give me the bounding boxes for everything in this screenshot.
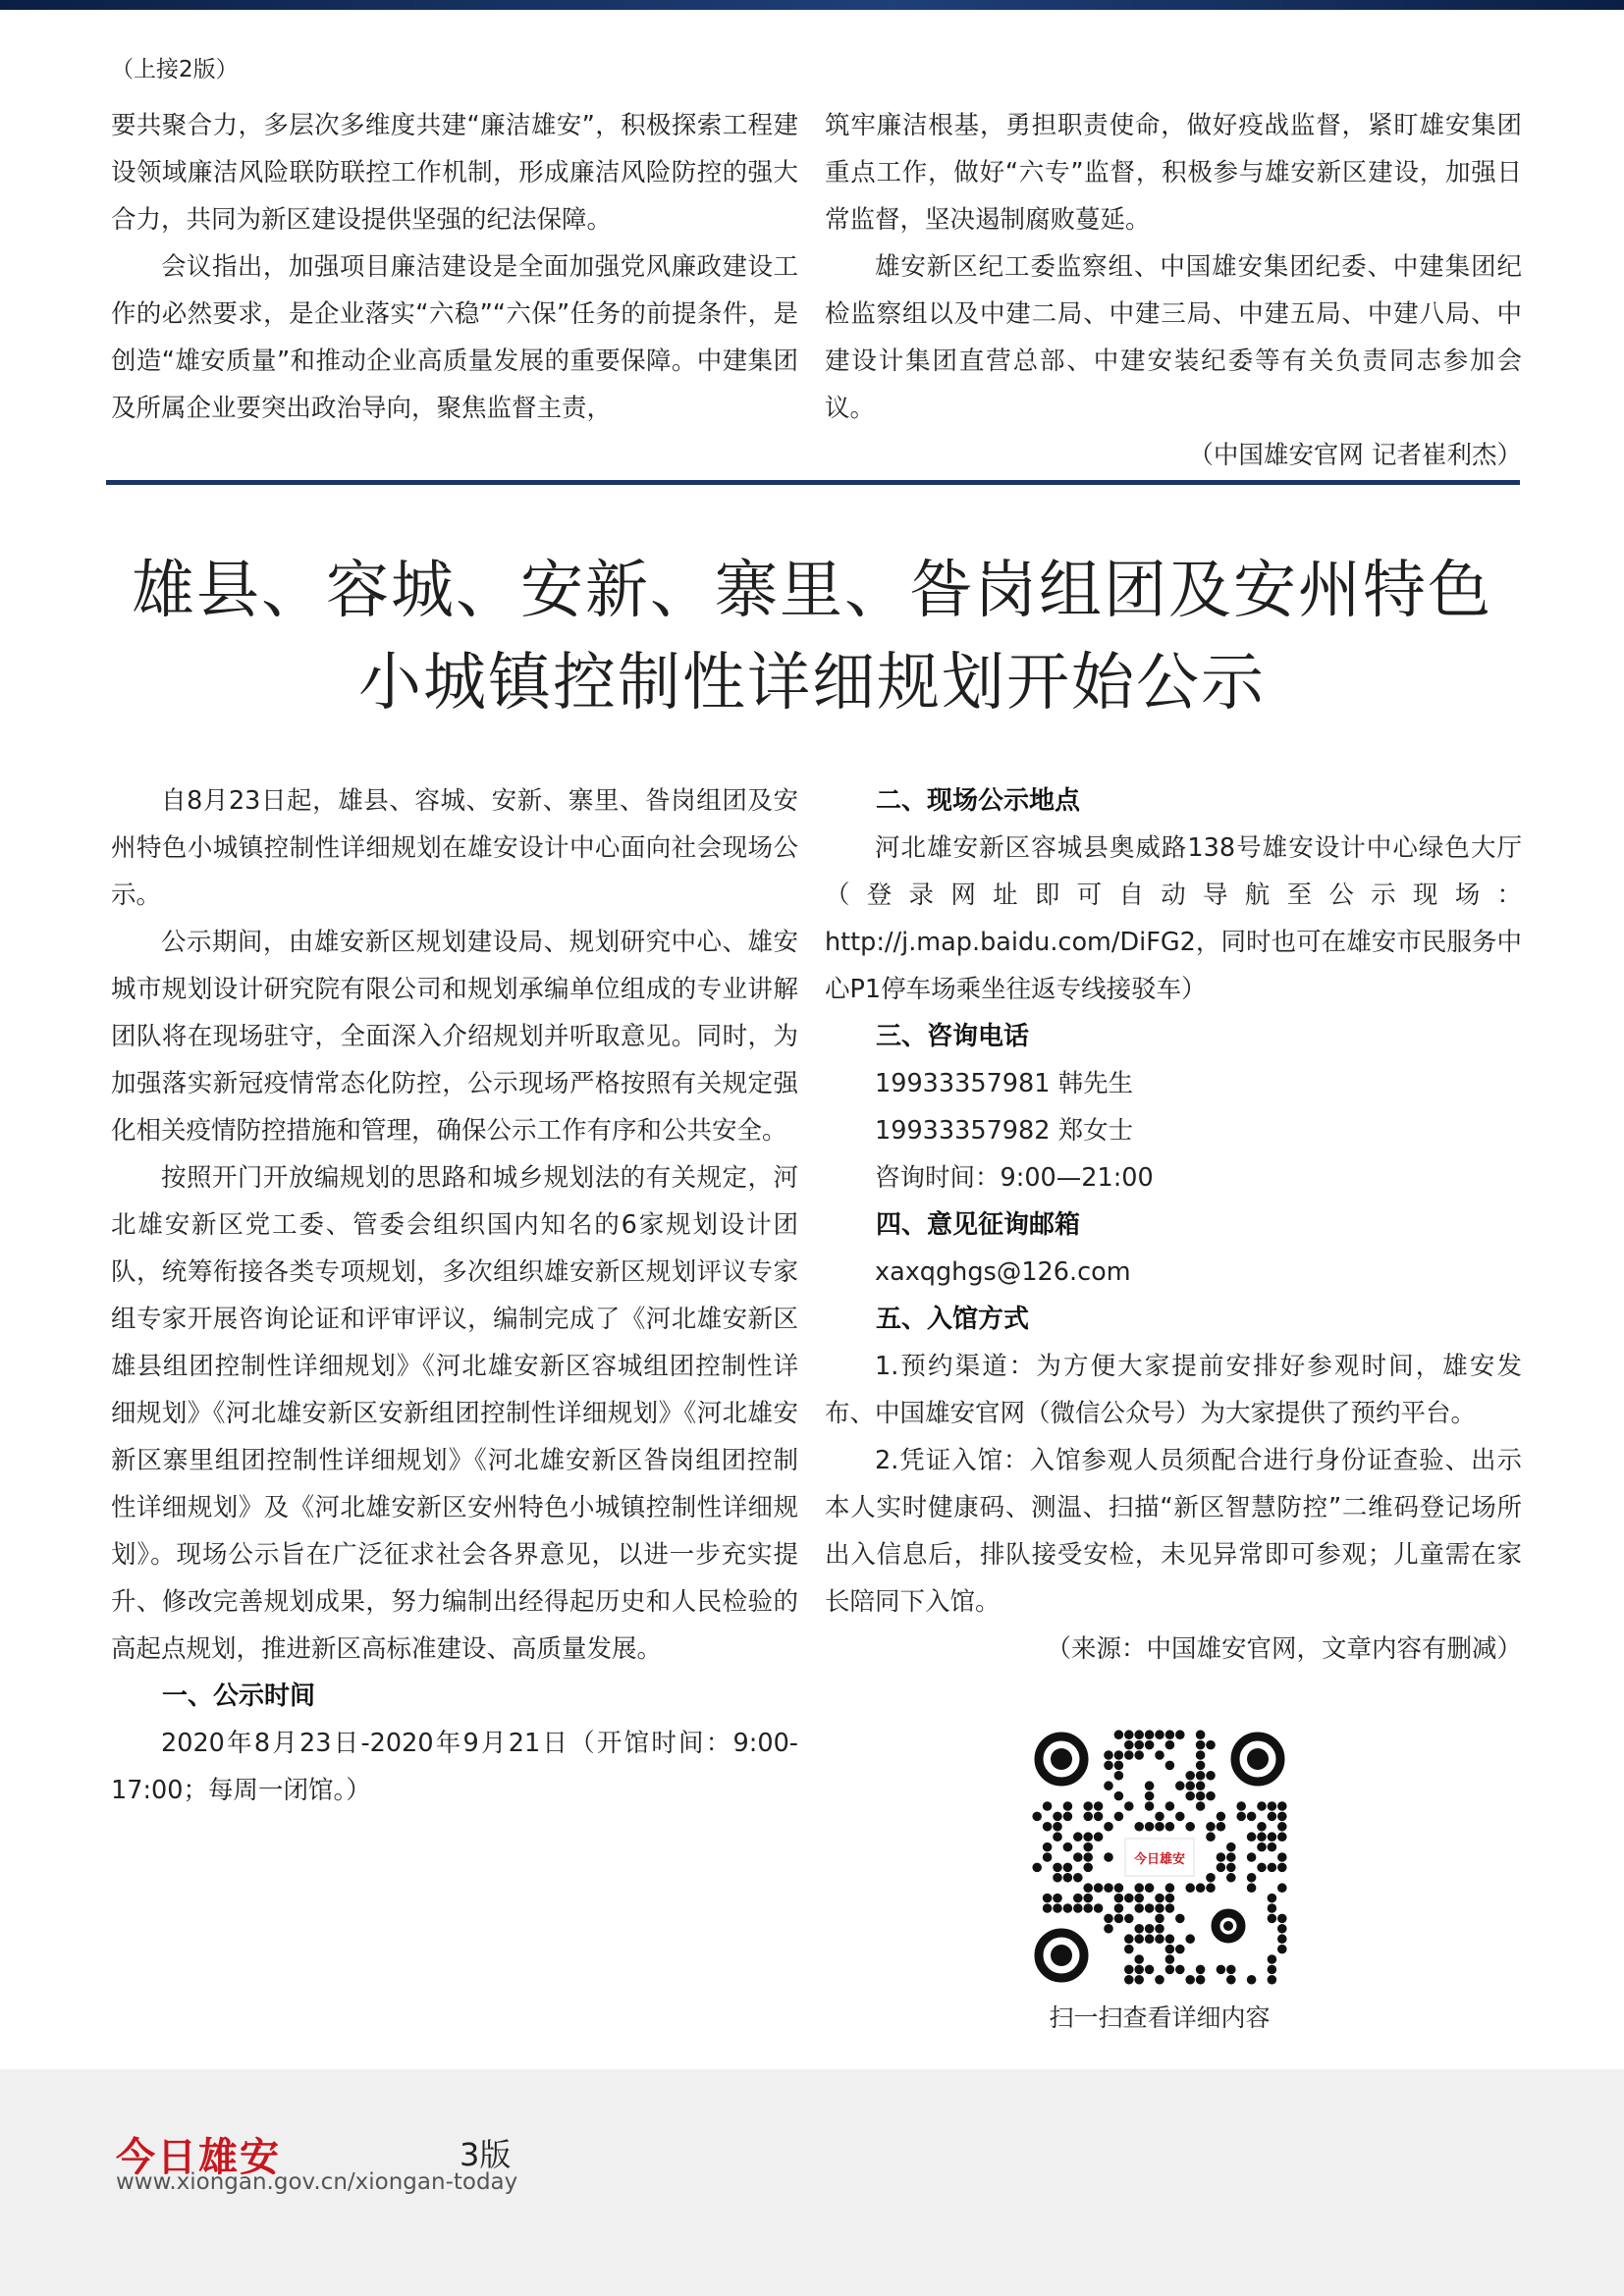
qr-code-block [1027,1730,1292,2034]
article-headline [59,545,1565,729]
consult-hours: 咨询时间：9:00—21:00 [875,1163,1154,1193]
qr-module [1134,1750,1144,1760]
qr-module [1257,1863,1267,1873]
qr-module [1114,1903,1124,1913]
qr-module [1145,1934,1155,1944]
qr-module [1114,1914,1124,1924]
qr-module [1175,1781,1185,1790]
page-number: 3版 [460,2136,512,2173]
section-text-time: 2020年8月23日-2020年9月21日（开馆时间：9:00-17:00；每周一闭馆。） [111,1729,798,1805]
qr-module [1185,1883,1195,1893]
qr-module [1247,1975,1257,1985]
qr-module [1114,1750,1124,1760]
qr-module [1124,1894,1134,1903]
qr-module [1165,1822,1175,1832]
qr-module [1053,1903,1062,1913]
qr-module [1083,1832,1093,1842]
qr-module [1114,1883,1124,1893]
qr-module [1165,1965,1175,1975]
qr-module [1104,1781,1113,1790]
qr-module [1196,1883,1206,1893]
qr-module [1226,1975,1236,1985]
qr-module [1083,1852,1093,1862]
qr-module [1134,1965,1144,1975]
qr-module [1134,1975,1144,1985]
qr-module [1063,1903,1073,1913]
qr-module [1226,1873,1236,1883]
qr-module [1094,1883,1104,1893]
qr-module [1175,1812,1185,1822]
qr-module [1185,1791,1195,1801]
qr-module [1196,1740,1206,1750]
qr-module [1155,1822,1164,1832]
qr-module [1124,1975,1134,1985]
qr-module [1145,1791,1155,1801]
qr-module [1063,1801,1073,1811]
qr-module [1104,1822,1113,1832]
section-divider [106,480,1520,485]
qr-module [1053,1812,1062,1822]
qr-module [1155,1894,1164,1903]
qr-module [1206,1771,1216,1781]
qr-module [1165,1894,1175,1903]
qr-module [1165,1730,1175,1739]
qr-module [1094,1812,1104,1822]
qr-caption: 扫一扫查看详细内容 [1049,2003,1271,2032]
qr-module [1124,1750,1134,1760]
qr-module [1268,1975,1277,1985]
qr-module [1277,1801,1287,1811]
qr-module [1206,1873,1216,1883]
qr-module [1134,1924,1144,1934]
qr-module [1053,1873,1062,1883]
qr-module [1226,1842,1236,1852]
qr-module [1217,1965,1226,1975]
qr-module [1053,1863,1062,1873]
section-text-location: 河北雄安新区容城县奥威路138号雄安设计中心绿色大厅（登录网址即可自动导航至公示现场：http://j.map.baidu.com/DiFG2，同时也可在雄安市民服务中心P1停车场乘坐往返专线接驳车） [825,833,1522,1004]
qr-module [1217,1812,1226,1822]
qr-module [1155,1730,1164,1739]
qr-module [1277,1822,1287,1832]
qr-module [1134,1822,1144,1832]
qr-module [1145,1730,1155,1739]
qr-module [1155,1812,1164,1822]
qr-module [1247,1832,1257,1842]
qr-module [1175,1914,1185,1924]
qr-module [1277,1852,1287,1862]
qr-module [1043,1852,1053,1862]
qr-module [1124,1965,1134,1975]
article-paragraph-1: 自8月23日起，雄县、容城、安新、寨里、昝岗组团及安州特色小城镇控制性详细规划在雄安设计中心面向社会现场公示。 [111,786,798,910]
qr-module [1185,1975,1195,1985]
qr-module [1268,1842,1277,1852]
qr-module [1196,1781,1206,1790]
qr-module [1063,1873,1073,1883]
section-title-time: 一、公示时间 [162,1682,316,1711]
qr-module [1043,1903,1053,1913]
qr-module [1165,1740,1175,1750]
qr-module [1104,1883,1113,1893]
headline-line-2: 小城镇控制性详细规划开始公示 [358,647,1266,720]
qr-module [1145,1801,1155,1811]
qr-module [1268,1894,1277,1903]
qr-module [1155,1975,1164,1985]
qr-module [1257,1801,1267,1811]
qr-module [1257,1832,1267,1842]
entry-reservation: 1.预约渠道：为方便大家提前安排好参观时间，雄安发布、中国雄安官网（微信公众号）为大家提供了预约平台。 [825,1352,1522,1428]
qr-module [1165,1801,1175,1811]
qr-module [1226,1863,1236,1873]
qr-module [1155,1903,1164,1913]
qr-module [1083,1842,1093,1852]
qr-module [1268,1965,1277,1975]
qr-module [1206,1822,1216,1832]
qr-module [1134,1894,1144,1903]
qr-module [1145,1903,1155,1913]
prev-paragraph-1: 要共聚合力，多层次多维度共建“廉洁雄安”，积极探索工程建设领域廉洁风险联防联控工作机制，形成廉洁风险防控的强大合力，共同为新区建设提供坚强的纪法保障。 [111,111,798,235]
qr-module [1185,1781,1195,1790]
qr-module [1124,1945,1134,1954]
qr-module [1175,1730,1185,1739]
qr-module [1104,1914,1113,1924]
qr-module [1053,1822,1062,1832]
qr-module [1124,1740,1134,1750]
qr-module [1277,1863,1287,1873]
headline-line-1: 雄县、容城、安新、寨里、昝岗组团及安州特色 [132,555,1492,627]
qr-module [1083,1883,1093,1893]
qr-module [1206,1883,1216,1893]
qr-module [1053,1832,1062,1842]
qr-module [1083,1863,1093,1873]
continuation-note: （上接2版） [111,57,239,82]
prev-paragraph-2: 会议指出，加强项目廉洁建设是全面加强党风廉政建设工作的必然要求，是企业落实“六稳”“六保”任务的前提条件，是创造“雄安质量”和推动企业高质量发展的重要保障。中建集团及所属企业要突出政治导向，聚焦监督主责， [111,252,798,423]
qr-module [1104,1750,1113,1760]
entry-verification: 2.凭证入馆：入馆参观人员须配合进行身份证查验、出示本人实时健康码、测温、扫描“新区智慧防控”二维码登记场所出入信息后，排队接受安检，未见异常即可参观；儿童需在家长陪同下入馆。 [825,1446,1522,1617]
qr-module [1073,1903,1083,1913]
qr-module [1083,1801,1093,1811]
qr-module [1134,1954,1144,1964]
qr-module [1185,1934,1195,1944]
qr-module [1083,1894,1093,1903]
qr-module [1236,1801,1246,1811]
qr-module [1268,1903,1277,1913]
article-paragraph-2: 公示期间，由雄安新区规划建设局、规划研究中心、雄安城市规划设计研究院有限公司和规划承编单位组成的专业讲解团队将在现场驻守，全面深入介绍规划并听取意见。同时，为加强落实新冠疫情常态化防控，公示现场严格按照有关规定强化相关疫情防控措施和管理，确保公示工作有序和公共安全。 [111,928,798,1146]
qr-module [1268,1801,1277,1811]
qr-module [1134,1740,1144,1750]
qr-module [1268,1832,1277,1842]
qr-module [1185,1771,1195,1781]
qr-module [1124,1914,1134,1924]
qr-module [1196,1975,1206,1985]
qr-module [1124,1730,1134,1739]
qr-module [1175,1945,1185,1954]
qr-module [1155,1914,1164,1924]
qr-module [1094,1903,1104,1913]
qr-module [1145,1822,1155,1832]
qr-module [1226,1965,1236,1975]
qr-module [1114,1791,1124,1801]
qr-module [1124,1934,1134,1944]
qr-module [1217,1863,1226,1873]
qr-module [1155,1934,1164,1944]
qr-module [1196,1730,1206,1739]
footer-url[interactable]: www.xiongan.gov.cn/xiongan-today [116,2169,518,2195]
qr-module [1104,1852,1113,1862]
qr-module [1104,1761,1113,1771]
article-right-column [825,777,1522,1673]
qr-module [1268,1812,1277,1822]
qr-module [1134,1903,1144,1913]
qr-center-logo: 今日雄安 [1133,1852,1186,1867]
qr-module [1277,1883,1287,1893]
section-title-phone: 三、咨询电话 [876,1022,1030,1051]
prev-article-byline: （中国雄安官网 记者崔利杰） [1188,441,1522,470]
qr-module [1247,1883,1257,1893]
qr-module [1277,1934,1287,1944]
qr-module [1043,1894,1053,1903]
qr-module [1277,1945,1287,1954]
qr-module [1094,1801,1104,1811]
previous-article-left-column [111,102,798,432]
qr-module [1114,1894,1124,1903]
qr-module [1206,1832,1216,1842]
qr-module [1165,1883,1175,1893]
qr-module [1196,1750,1206,1760]
qr-module [1196,1801,1206,1811]
phone-line-2: 19933357982 郑女士 [875,1116,1134,1146]
qr-module [1032,1863,1042,1873]
qr-module [1104,1924,1113,1934]
qr-module [1268,1863,1277,1873]
article-left-column [111,777,798,1814]
qr-module [1196,1965,1206,1975]
section-title-location: 二、现场公示地点 [876,786,1081,816]
qr-module [1247,1812,1257,1822]
qr-module [1043,1801,1053,1811]
qr-module [1124,1801,1134,1811]
qr-module [1277,1914,1287,1924]
qr-module [1236,1812,1246,1822]
qr-module [1145,1924,1155,1934]
qr-module [1114,1761,1124,1771]
qr-module [1257,1822,1267,1832]
feedback-email: xaxqghgs@126.com [875,1257,1131,1287]
qr-module [1165,1954,1175,1964]
qr-module [1155,1924,1164,1934]
qr-module [1226,1852,1236,1862]
qr-module [1277,1832,1287,1842]
qr-module [1257,1842,1267,1852]
qr-module [1063,1863,1073,1873]
qr-module [1268,1914,1277,1924]
qr-module [1155,1750,1164,1760]
qr-module [1165,1945,1175,1954]
qr-module [1134,1883,1144,1893]
qr-module [1217,1852,1226,1862]
qr-module [1206,1740,1216,1750]
qr-module [1277,1812,1287,1822]
qr-module [1247,1852,1257,1862]
qr-module [1032,1812,1042,1822]
qr-module [1206,1791,1216,1801]
qr-module [1043,1842,1053,1852]
qr-module [1165,1761,1175,1771]
qr-module [1277,1924,1287,1934]
qr-module [1185,1822,1195,1832]
top-accent-bar [0,0,1624,10]
section-title-email: 四、意见征询邮箱 [876,1210,1081,1240]
phone-line-1: 19933357981 韩先生 [875,1069,1134,1098]
qr-module [1268,1954,1277,1964]
qr-module [1083,1812,1093,1822]
section-title-entry: 五、入馆方式 [876,1305,1030,1334]
previous-article-right-column [825,102,1522,479]
qr-module [1134,1934,1144,1944]
article-paragraph-3: 按照开门开放编规划的思路和城乡规划法的有关规定，河北雄安新区党工委、管委会组织国内知名的6家规划设计团队，统筹衔接各类专项规划，多次组织雄安新区规划评议专家组专家开展咨询论证和评审评议，编制完成了《河北雄安新区雄县组团控制性详细规划》《河北雄安新区容城组团控制性详细规划》《河北雄安新区安新组团控制性详细规划》《河北雄安新区寨里组团控制性详细规划》《河北雄安新区昝岗组团控制性详细规划》及《河北雄安新区安州特色小城镇控制性详细规划》。现场公示旨在广泛征求社会各界意见，以进一步充实提升、修改完善规划成果，努力编制出经得起历史和人民检验的高起点规划，推进新区高标准建设、高质量发展。 [111,1163,798,1664]
qr-module [1073,1873,1083,1883]
qr-module [1165,1934,1175,1944]
qr-module [1175,1965,1185,1975]
qr-module [1063,1812,1073,1822]
qr-module [1063,1842,1073,1852]
prev-paragraph-4: 雄安新区纪工委监察组、中国雄安集团纪委、中建集团纪检监察组以及中建二局、中建三局、中建五局、中建八局、中建设计集团直营总部、中建安装纪委等有关负责同志参加会议。 [825,252,1522,423]
qr-module [1196,1771,1206,1781]
qr-module [1083,1903,1093,1913]
prev-paragraph-3: 筑牢廉洁根基，勇担职责使命，做好疫战监督，紧盯雄安集团重点工作，做好“六专”监督，积极参与雄安新区建设，加强日常监督，坚决遏制腐败蔓延。 [825,111,1522,235]
qr-module [1145,1781,1155,1790]
qr-module [1043,1822,1053,1832]
qr-module [1145,1965,1155,1975]
article-source: （来源：中国雄安官网，文章内容有删减） [1046,1634,1522,1664]
qr-module [1217,1822,1226,1832]
qr-module [1073,1832,1083,1842]
newspaper-logo: 今日雄安 [116,2134,281,2180]
qr-module [1145,1883,1155,1893]
qr-module [1134,1730,1144,1739]
qr-module [1073,1852,1083,1862]
qr-module [1196,1791,1206,1801]
qr-module [1165,1903,1175,1913]
qr-module [1247,1873,1257,1883]
qr-module [1094,1832,1104,1842]
qr-module [1114,1730,1124,1739]
qr-module [1196,1761,1206,1771]
qr-code[interactable] [1032,1730,1287,1985]
qr-module [1053,1894,1062,1903]
qr-module [1145,1740,1155,1750]
qr-module [1073,1894,1083,1903]
qr-module [1114,1812,1124,1822]
qr-module [1114,1771,1124,1781]
